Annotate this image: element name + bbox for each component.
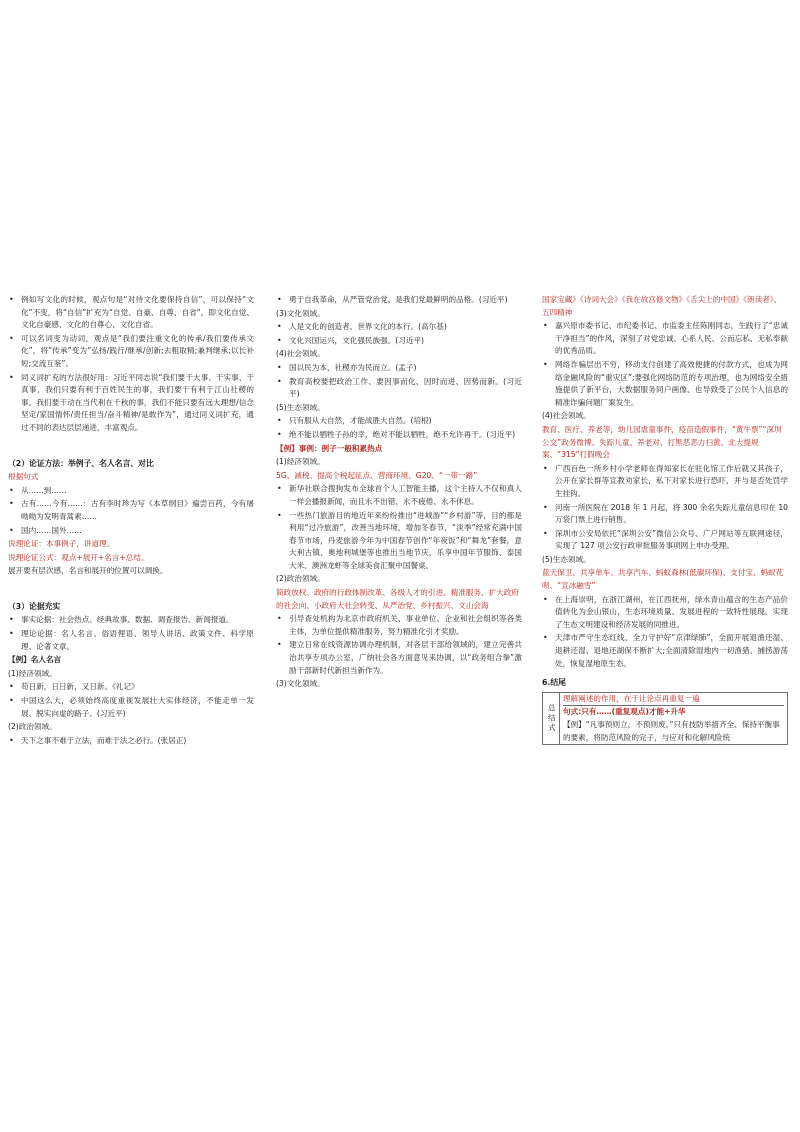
bullet-icon: • [543,633,548,643]
text-line: (4)社会领域。 [276,349,325,359]
text-line: (5)生态领域。 [542,554,591,564]
text-line: (2)政治领域。 [8,722,57,732]
summary-formula: 句式:只有……(重复观点)才能+升华 [563,707,686,717]
list-item: • 天津市严守生态红线，全力守护好“京津绿肺”，全面开展退渔还湿、退耕还湿、退地还湖保不断扩大;全面清除湿地内一切渔猎、捕捞游荡处，恢复湿地原生态。 [543,633,788,668]
bullet-icon: • [543,594,548,604]
list-item: • 在上海崇明，在浙江湖州，在江西抚州，绿水青山蕴含的生态产品价值转化为金山银山，生态环境质量、发展进程的一致特性展现，实现了生态文明建设和经济发展的同推进。 [543,594,788,629]
list-item: • 广西百色一所乡村小学老师在得知家长在驻化馆工作后就又其孩子，公开在家长群等宣教劝家长，私下对家长进行恐吓，并与是否处罚学生挂钩。 [543,463,788,498]
list-item: • 事实论据：社会热点、经典故事、数据、调查报告、新闻报道。 [8,614,254,627]
column-2 [276,294,522,692]
bullet-icon: • [277,376,282,386]
text-line: 展开要有层次感，名言和展开的位置可以调换。 [8,566,168,576]
summary-row: 理解阐述的作用，在于让论点再重复一遍 [563,693,784,707]
section-heading: （3）论据充实 [8,601,61,611]
text-line: (1)经济领域。 [276,457,325,467]
list-item: • 从……到…… [8,485,254,498]
list-item: • 苟日新，日日新，又日新。《礼记》 [8,681,254,694]
list-item: • 同义词扩充的方法很好用：习近平同志说“我们要干大事、干实事、干真事，我们只要有利于百姓民生的事，我们要干有利于江山社稷的事。我们要干动在当代利在千秋的事，我们不能只要有远大理想/信念坚定/家国情怀/责任担当/奋斗精神/是敢作为”，通过同义词扩充，通过不同的表达层层递进，丰富观点。 [9,372,254,432]
list-item: • 国以民为本，社稷亦为民而立。(孟子) [276,362,522,375]
list-item: • 人是文化的创造者、世界文化的本行。(高尔基) [276,321,522,334]
list-item: • 深圳市公安局依托“深圳公安”微信公众号、广户网站等互联网途径，实现了 127 项公安行政审批服务事项网上申办受理。 [543,528,788,551]
example-heading: 【例】名人名言 [8,654,254,667]
list-item: • 理论论据：名人名言、俗语俚语、领导人讲话、政策文件、科学原理、论著文章。 [9,629,254,651]
bullet-icon: • [277,362,282,372]
section-heading: （2）论证方法：举例子、名人名言、对比 [8,458,154,468]
bullet-icon: • [9,333,14,343]
bullet-icon: • [543,321,548,331]
text-line: (4)社会领域。 [542,411,591,421]
highlight-line: 说理论证：本事例子，讲道理。 [8,539,115,549]
bullet-icon: • [9,499,14,509]
bullet-icon: • [277,295,282,304]
summary-example: 【例】“凡事预则立，不预则废。”只有技防举措齐全、保持平衡事的要素，将防范风险的完子，与应对和化解风险统 [563,720,780,742]
bullet-icon: • [9,682,14,692]
bullet-icon: • [277,335,282,345]
bullet-icon: • [9,295,14,304]
bullet-icon: • [9,735,14,745]
list-item: • 可以名词变为动词，观点是“我们要注重文化的传承/我们要传承文化”，将“传承”变为“弘扬/践行/继承/创新;去粗取精;兼判继承;以长补短;交流互鉴”。 [9,333,254,368]
text-line: (2)政治领域。 [276,574,325,584]
highlight-line: 简政放权、政府的行政体制改革、各级人才的引进、精准服务、扩大政府的社会向、小政府大社会转变、从严治党、乡村振兴、文山会海 [276,588,519,610]
bullet-icon: • [9,615,14,625]
list-item: • 引导查处机构为北京市政府机关、事业单位、企业和社会组织等各类主体，为单位提供精准服务，努力精准化引才奖励。 [277,614,522,636]
bullet-icon: • [277,416,282,426]
section-subheading: 根据句式 [8,472,39,482]
summary-label: 总结式 [543,693,560,744]
list-item: • 古有……今有……：古有李时珍为写《本草纲目》遍尝百药，今有屠呦呦为发明青蒿素…… [9,499,254,521]
bullet-icon: • [277,640,282,650]
text-line: (3)文化领域。 [276,679,325,689]
bullet-icon: • [277,510,282,520]
bullet-icon: • [543,502,548,512]
bullet-icon: • [277,322,282,332]
bullet-icon: • [543,528,548,538]
bullet-icon: • [277,484,282,494]
list-item: • 只有服从大自然，才能战胜大自然。(培根) [276,415,522,428]
list-item: • 国内……国外…… [8,525,254,538]
highlight-line: 说理论证公式：观点+展开+名言+总结。 [8,552,149,562]
text-line: (3)文化领域。 [276,308,325,318]
summary-table [542,692,788,745]
list-item: • 天下之事不难于立法，而难于法之必行。(张居正) [8,735,254,748]
list-item: • 河南一所医院在 2018 年 1 月起，将 300 余名失踪儿童信息印在 10 万袋门票上进行销售。 [543,502,788,525]
list-item: • 中国这么大，必须始终高度重视发展壮大实体经济，不能走单一发展、脱实向虚的路子。(习近平) [9,696,254,718]
summary-body [560,693,787,744]
list-item: • 教育高校要把政治工作、要因事而化、因时而进、因势而新。(习近平) [277,376,522,399]
list-item: • 建立日常在线资源协调办理机制，对各层干部给领域的，建立完善共治共享专项办公室，广纳社会各方面意见来协调，以“政务组合拳”激励干部新时代新担当新作为。 [277,640,522,675]
bullet-icon: • [543,359,548,369]
text-line: (5)生态领域。 [276,402,325,412]
list-item: • 勇于自我革命，从严管党治党，是我们党最鲜明的品格。(习近平) [276,294,522,307]
bullet-icon: • [543,463,548,473]
list-item: • 绝不能以牺牲子孙的幸，绝对不能以牺牲，绝不允许再干。(习近平) [276,429,522,442]
bullet-icon: • [9,696,14,706]
example-heading: 【例】事例：例子一般积累热点 [276,443,383,453]
list-item: • 新华社联合搜狗发布全球首个人工智能主播，这个主持人不仅和真人一样会播报新闻，而且永不出错、永不疲倦、永不休息。 [277,484,522,506]
highlight-line: 5G、减税、提高个税起征点、营商环境、G20、“一带一路” [276,470,478,480]
list-item: • 网络诈骗层出不穷，移动支付创建了高效便捷的付款方式，也成为网络金融风险的“重灾区”;要强化网络防范的专项治理，也为网络安全措施提供了新平台，大数据服务同户画像、也导致受了公民个人信息的精准诈骗问题厂案发生。 [543,359,788,407]
bullet-icon: • [277,614,282,624]
bullet-icon: • [9,629,14,639]
list-item: • 例如写文化的时候，观点句是“对待文化要保持自信”，可以保持“文化”不变，将“自信”扩充为“自觉、自豪、自尊、自省”，即文化自觉、文化自豪感、文化的自尊心、文化自省。 [9,295,254,330]
section-heading: 6.结尾 [542,678,566,688]
highlight-line: 蓝天保卫、共享单车、共享汽车、蚂蚁森林(低碳环保)、支付宝、蚂蚁花呗、“宣冰融雪” [542,568,784,591]
highlight-line: 国家宝藏》《诗词大会》《我在故宫修文物》《舌尖上的中国》《朗读者》、五四精神 [542,295,782,317]
list-item: • 一些热门旅游目的地近年来纷纷推出“进城游”“乡村游”等，目的都是利用“过冷旅游”，改善当地环境，增加冬春节，“淡季”经常充满中国春节市场，丹麦旅游今年为中国春节创作“年夜饭”和“舞龙”套餐，意大利古镇、奥地利城堡等也推出当地节庆，乐享中国年节服饰、泰国大米、澳洲龙虾等全球美食汇聚中国餐桌。 [277,510,522,570]
bullet-icon: • [277,429,282,439]
list-item: • 嘉兴原市委书记、市纪委书记、市监委主任陈刚同志，生践行了“忠诚干净担当”的作风，深刻了对党忠诚、心系人民、公而忘私、无私奉献的优秀品质。 [543,321,788,356]
column-3 [542,294,788,745]
text-line: (1)经济领域。 [8,668,57,678]
highlight-line: 教育、医疗、养老等，幼儿园虐童事件，疫苗造假事件，“黄牛票”“深圳公交”政务微博、失踪儿童、养老对、打黑恶恶力扫黄、北大提规案、“315”打假晚会 [542,424,782,460]
list-item: • 文化兴国运兴，文化强民族强。(习近平) [276,335,522,348]
column-1 [8,294,254,748]
bullet-icon: • [9,525,14,535]
bullet-icon: • [9,485,14,495]
bullet-icon: • [9,372,14,382]
